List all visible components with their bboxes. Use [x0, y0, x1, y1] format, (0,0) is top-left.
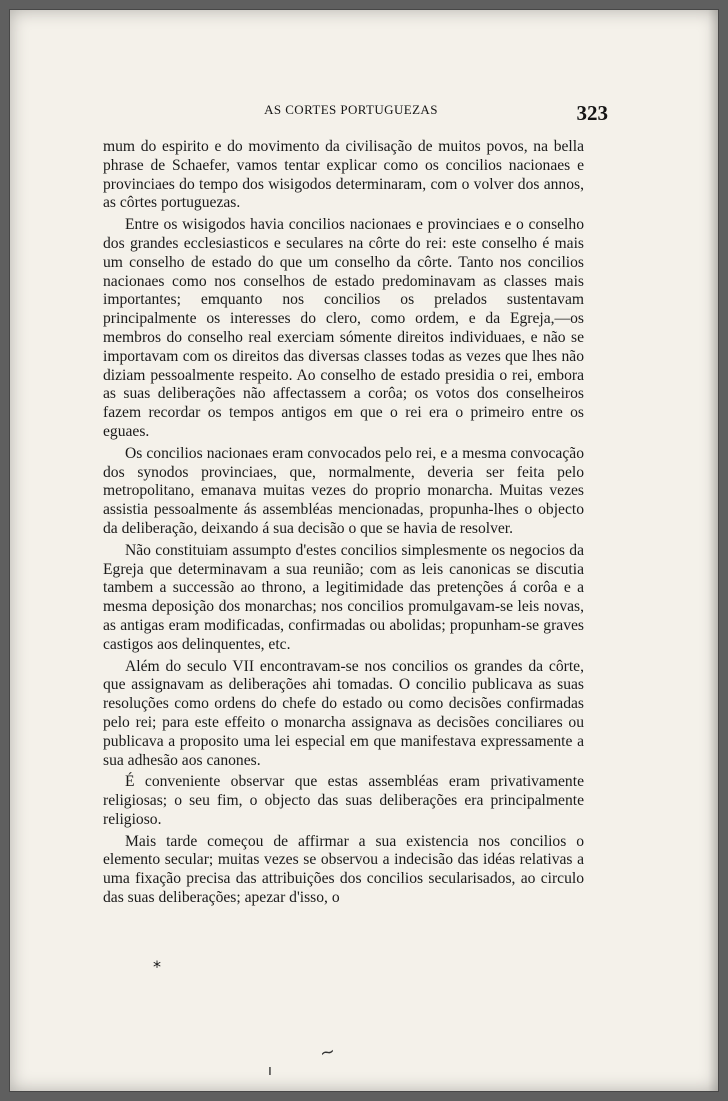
print-speck: ~ [317, 1040, 338, 1065]
page-number: 323 [576, 101, 608, 125]
asterisk-mark: * [153, 957, 161, 976]
paragraph-6: É conveniente observar que estas assembléas eram privativamente religiosas; o seu fim, o objecto das suas deliberações era principalmente religioso. [103, 773, 584, 828]
paragraph-5: Além do seculo VII encontravam-se nos concilios os grandes da côrte, que assignavam as deliberações ahi tomadas. O concilio publicava as suas resoluções como ordens do chefe do estado ou como decisões confirmadas pelo rei; para este effeito o monarcha assignava as decisões conciliares ou publicava a proposito uma lei especial em que manifestava expressamente a sua adhesão aos canones. [103, 657, 584, 769]
paragraph-2: Entre os wisigodos havia concilios nacionaes e provinciaes e o conselho dos grandes ecclesiasticos e seculares na côrte do rei: este conselho é mais um conselho de estado do que um conselho da côrte. Tanto nos concilios nacionaes como nos conselhos de estado predominavam as classes mais importantes; emquanto nos concilios os prelados sustentavam principalmente os interesses do clero, como ordem, e da Egreja,—os membros do conselho real exerciam sómente direitos individuaes, e não se importavam com os direitos das diversas classes todas as vezes que lhes não diziam pessoalmente respeito. Ao conselho de estado presidia o rei, embora as suas deliberações não affectassem a corôa; os votos dos conselheiros fazem recordar os tempos antigos em que o rei era o primeiro entre os eguaes. [103, 216, 584, 440]
print-tick-mark: ı [268, 1063, 272, 1079]
body-text [103, 138, 584, 977]
paragraph-3: Os concilios nacionaes eram convocados pelo rei, e a mesma convocação dos synodos provinciaes, que, normalmente, deveria ser feita pelo metropolitano, emanava muitas vezes do proprio monarcha. Muitas vezes assistia pessoalmente ás assembléas mencionadas, propunha-lhes o objecto da deliberação, deixando á sua decisão o que se havia de resolver. [103, 444, 584, 537]
page-header [102, 101, 608, 128]
paragraph-7: Mais tarde começou de affirmar a sua existencia nos concilios o elemento secular; muitas vezes se observou a indecisão das idéas relativas a uma fixação precisa das attribuições dos concilios secularisados, ao circulo das suas deliberações; apezar d'isso, o [103, 832, 584, 907]
book-page [10, 10, 718, 1091]
paragraph-4: Não constituiam assumpto d'estes concilios simplesmente os negocios da Egreja que determinavam a sua reunião; com as leis canonicas se discutia tambem a successão ao throno, a legitimidade das pretenções á corôa e a mesma deposição dos monarchas; nos concilios promulgavam-se leis novas, as antigas eram modificadas, confirmadas ou abolidas; propunham-se graves castigos aos delinquentes, etc. [103, 541, 584, 653]
page-edge-shadow [708, 10, 718, 1091]
running-title: AS CORTES PORTUGUEZAS [264, 102, 438, 117]
paragraph-1: mum do espirito e do movimento da civilisação de muitos povos, na bella phrase de Schaefer, vamos tentar explicar como os concilios nacionaes e provinciaes do tempo dos wisigodos determinaram, com o volver dos annos, as côrtes portuguezas. [103, 138, 584, 212]
